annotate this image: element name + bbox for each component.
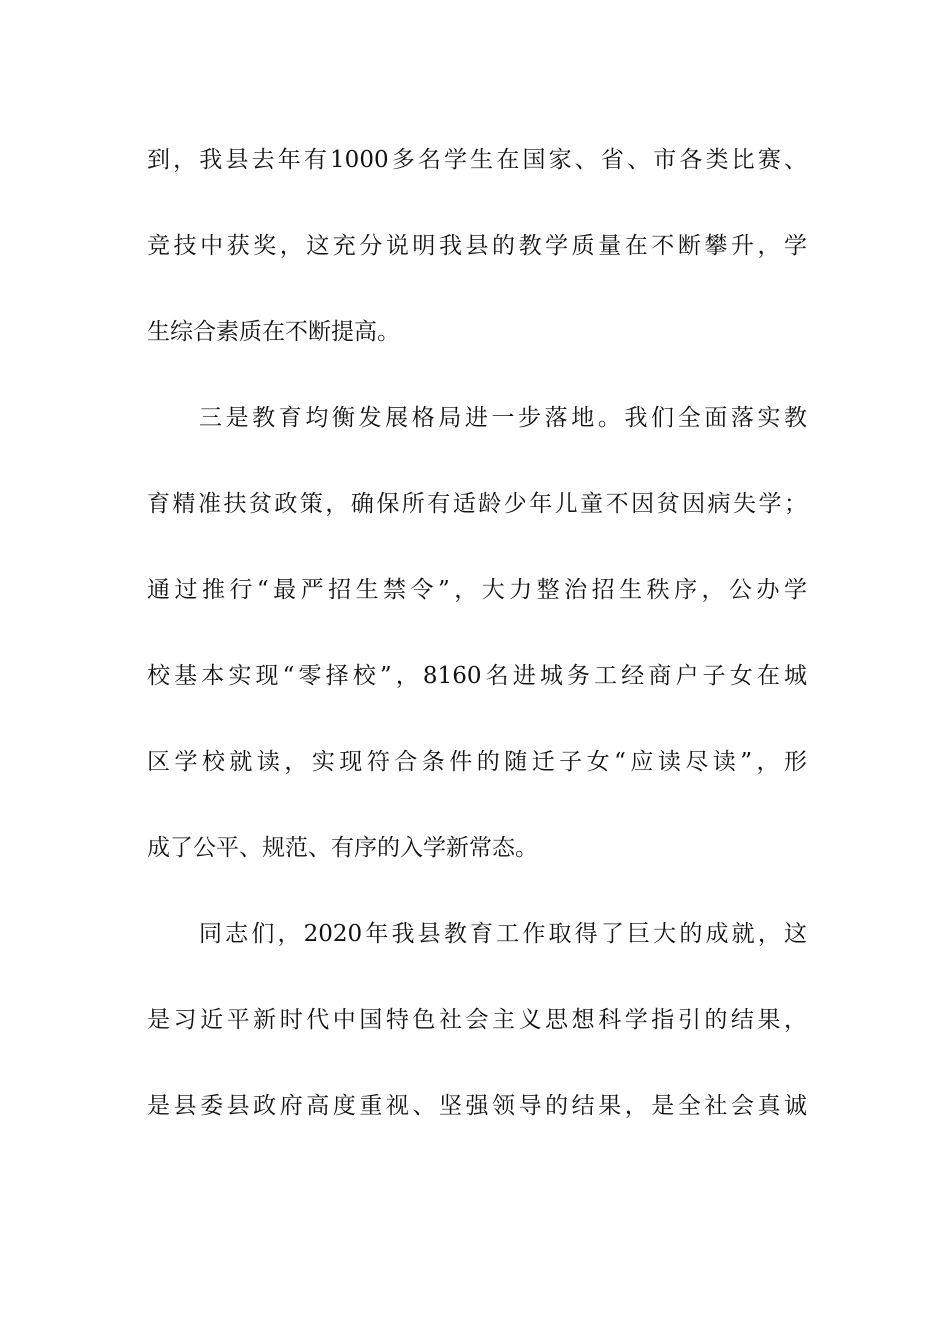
body-text	[147, 137, 807, 1169]
text-line-12: 是县委县政府高度重视、坚强领导的结果，是全社会真诚	[147, 1093, 807, 1119]
text-line-1: 到，我县去年有1000多名学生在国家、省、市各类比赛、	[147, 147, 807, 173]
text-line-11: 是习近平新时代中国特色社会主义思想科学指引的结果，	[147, 1007, 807, 1033]
text-line-5: 育精准扶贫政策，确保所有适龄少年儿童不因贫因病失学；	[147, 491, 807, 517]
text-line-6: 通过推行“最严招生禁令”，大力整治招生秩序，公办学	[147, 577, 807, 603]
text-line-9: 成了公平、规范、有序的入学新常态。	[147, 835, 538, 861]
text-line-2: 竞技中获奖，这充分说明我县的教学质量在不断攀升，学	[147, 233, 807, 259]
text-line-3: 生综合素质在不断提高。	[147, 319, 400, 345]
text-line-10: 同志们，2020年我县教育工作取得了巨大的成就，这	[199, 921, 807, 947]
text-line-8: 区学校就读，实现符合条件的随迁子女“应读尽读”，形	[147, 749, 807, 775]
text-line-4: 三是教育均衡发展格局进一步落地。我们全面落实教	[199, 405, 807, 431]
text-line-7: 校基本实现“零择校”，8160名进城务工经商户子女在城	[147, 663, 807, 689]
